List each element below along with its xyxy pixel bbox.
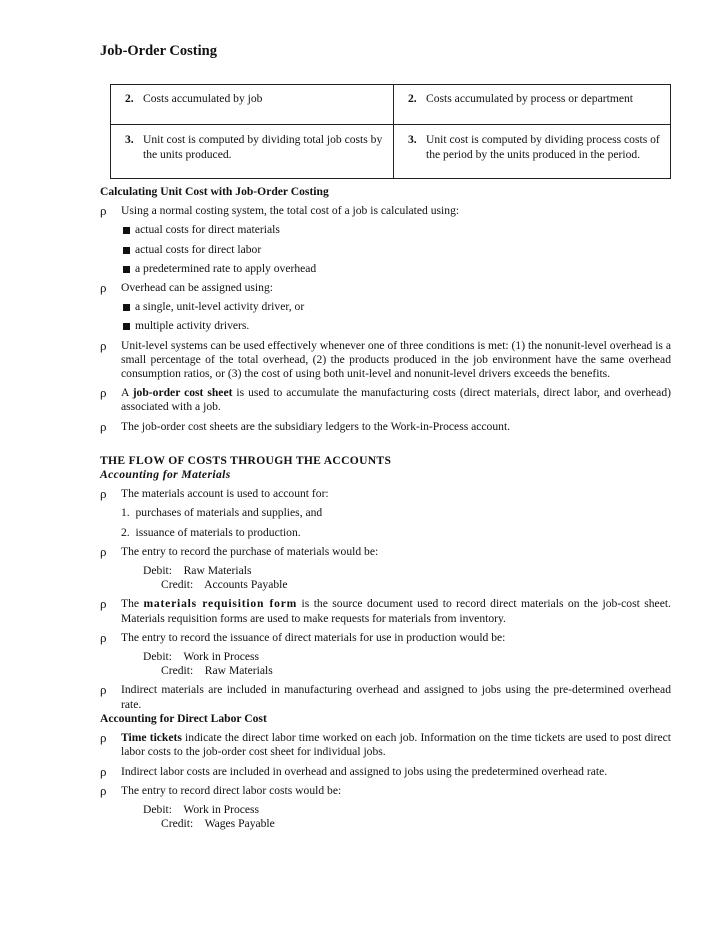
sub-item bbox=[100, 319, 671, 333]
item-text: indicate the direct labor time worked on each job. Information on the time tickets are used to post direct labor costs to the job-order cost sheet for individual jobs. bbox=[121, 731, 671, 759]
sub-item-text: a predetermined rate to apply overhead bbox=[135, 261, 317, 275]
bullet-icon: ρ bbox=[100, 763, 107, 779]
sub-item-text: multiple activity drivers. bbox=[135, 319, 250, 333]
sub-item-text: actual costs for direct materials bbox=[135, 223, 280, 237]
comparison-table bbox=[110, 84, 671, 179]
square-bullet-icon bbox=[123, 323, 130, 330]
item-text: The entry to record the issuance of direct materials for use in production would be: bbox=[121, 630, 506, 644]
table-cell bbox=[394, 125, 671, 179]
table-row bbox=[111, 125, 671, 179]
item-text: Indirect labor costs are included in overhead and assigned to jobs using the predetermined overhead rate. bbox=[121, 764, 608, 778]
section-heading: Calculating Unit Cost with Job-Order Costing bbox=[100, 185, 329, 198]
item-text: Indirect materials are included in manufacturing overhead and assigned to jobs using the pre-determined overhead rate. bbox=[121, 683, 671, 711]
item-number: 2. bbox=[125, 92, 134, 105]
key-term: Time tickets bbox=[121, 731, 182, 745]
square-bullet-icon bbox=[123, 247, 130, 254]
item-text: is the source document used to record direct materials on the job-cost sheet. Materials requisition forms are used to make requests for materials from inventory. bbox=[121, 597, 671, 625]
list-item bbox=[100, 487, 671, 501]
key-term: materials requisition form bbox=[143, 597, 298, 611]
square-bullet-icon bbox=[123, 227, 130, 234]
item-text: Unit-level systems can be used effectively whenever one of three conditions is met: (1) the nonunit-level overhead is a small percentage of the total overhead, (2) the products produced in the job environment have the same overhead consumption ratios, or (3) the cost of using both unit-level and nonunit-level drivers exceeds the benefits. bbox=[121, 338, 671, 381]
list-item bbox=[100, 683, 671, 711]
section-heading: THE FLOW OF COSTS THROUGH THE ACCOUNTS bbox=[100, 453, 392, 467]
table-cell bbox=[111, 85, 394, 125]
square-bullet-icon bbox=[123, 304, 130, 311]
bullet-icon: ρ bbox=[100, 543, 107, 559]
item-text: The job-order cost sheets are the subsidiary ledgers to the Work-in-Process account. bbox=[121, 419, 511, 433]
list-item bbox=[100, 339, 671, 382]
journal-credit: Credit: Raw Materials bbox=[161, 664, 273, 678]
item-text: The entry to record direct labor costs would be: bbox=[121, 783, 342, 797]
page-title: Job-Order Costing bbox=[100, 43, 217, 59]
sub-item bbox=[100, 262, 671, 276]
bullet-icon: ρ bbox=[100, 596, 107, 612]
bullet-icon: ρ bbox=[100, 385, 107, 401]
bullet-icon: ρ bbox=[100, 782, 107, 798]
item-text: The bbox=[121, 597, 144, 611]
body-content bbox=[100, 185, 671, 831]
journal-credit: Credit: Wages Payable bbox=[161, 817, 275, 831]
journal-debit: Debit: Raw Materials bbox=[143, 564, 252, 578]
journal-debit: Debit: Work in Process bbox=[143, 650, 260, 664]
sub-heading: Accounting for Materials bbox=[100, 468, 231, 482]
list-item bbox=[100, 765, 671, 779]
item-text: is used to accumulate the manufacturing costs (direct materials, direct labor, and overhead) associated with a job. bbox=[121, 386, 671, 414]
list-item bbox=[100, 420, 671, 434]
bullet-icon: ρ bbox=[100, 682, 107, 698]
sub-item bbox=[100, 243, 671, 257]
journal-debit: Debit: Work in Process bbox=[143, 802, 260, 816]
bullet-icon: ρ bbox=[100, 418, 107, 434]
list-item bbox=[100, 386, 671, 414]
cell-text: Costs accumulated by process or department bbox=[426, 92, 634, 105]
bullet-icon: ρ bbox=[100, 486, 107, 502]
numbered-item: 1. purchases of materials and supplies, and bbox=[121, 506, 323, 520]
journal-credit: Credit: Accounts Payable bbox=[161, 578, 288, 592]
key-term: job-order cost sheet bbox=[132, 386, 233, 400]
bullet-icon: ρ bbox=[100, 730, 107, 746]
sub-item bbox=[100, 300, 671, 314]
item-text: The materials account is used to account for: bbox=[121, 487, 329, 501]
bullet-icon: ρ bbox=[100, 280, 107, 296]
item-number: 2. bbox=[408, 92, 417, 105]
table-cell bbox=[111, 125, 394, 179]
list-item bbox=[100, 731, 671, 759]
bullet-icon: ρ bbox=[100, 629, 107, 645]
sub-item-text: actual costs for direct labor bbox=[135, 242, 262, 256]
cell-text: Unit cost is computed by dividing total job costs by the units produced. bbox=[143, 133, 383, 161]
square-bullet-icon bbox=[123, 266, 130, 273]
list-item bbox=[100, 597, 671, 625]
cell-text: Costs accumulated by job bbox=[143, 92, 263, 105]
list-item bbox=[100, 204, 671, 218]
section-heading: Accounting for Direct Labor Cost bbox=[100, 711, 267, 725]
item-text: Overhead can be assigned using: bbox=[121, 281, 273, 295]
list-item bbox=[100, 281, 671, 295]
bullet-icon: ρ bbox=[100, 337, 107, 353]
item-text: The entry to record the purchase of materials would be: bbox=[121, 544, 379, 558]
item-number: 3. bbox=[125, 133, 134, 146]
list-item bbox=[100, 784, 671, 798]
table-row bbox=[111, 85, 671, 125]
item-number: 3. bbox=[408, 133, 417, 146]
sub-item-text: a single, unit-level activity driver, or bbox=[135, 300, 305, 314]
table-cell bbox=[394, 85, 671, 125]
sub-item bbox=[100, 223, 671, 237]
cell-text: Unit cost is computed by dividing process costs of the period by the units produced in the period. bbox=[426, 133, 660, 161]
item-text: A bbox=[121, 386, 133, 400]
item-text: Using a normal costing system, the total cost of a job is calculated using: bbox=[121, 204, 460, 218]
numbered-item: 2. issuance of materials to production. bbox=[121, 525, 301, 539]
list-item bbox=[100, 545, 671, 559]
list-item bbox=[100, 631, 671, 645]
bullet-icon: ρ bbox=[100, 203, 107, 219]
